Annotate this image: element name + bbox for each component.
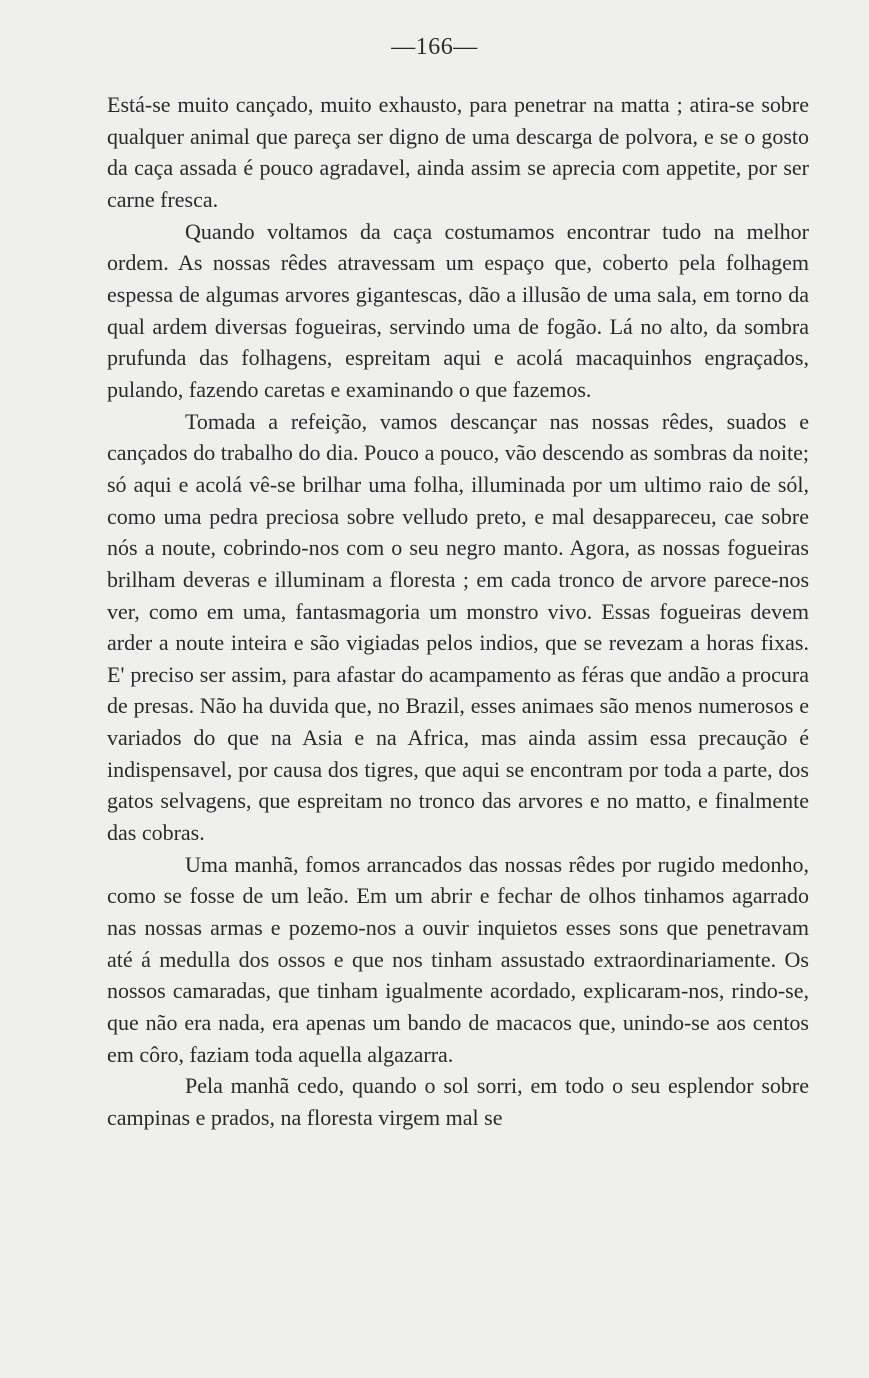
paragraph: Está-se muito cançado, muito exhausto, para penetrar na matta ; atira-se sobre qualquer animal que pareça ser digno de uma descarga de polvora, e se o gosto da caça assada é pouco agradavel, ainda assim se aprecia com appetite, por ser carne fresca. [107, 92, 809, 212]
paragraph: Tomada a refeição, vamos descançar nas nossas rêdes, suados e cançados do trabalho do dia. Pouco a pouco, vão descendo as sombras da noite; só aqui e acolá vê-se brilhar uma folha, illuminada por um ultimo raio de sól, como uma pedra preciosa sobre velludo preto, e mal desappareceu, cae sobre nós a noute, cobrindo-nos com o seu negro manto. Agora, as nossas fogueiras brilham deveras e illuminam a floresta ; em cada tronco de arvore parece-nos ver, como em uma, fantasmagoria um monstro vivo. Essas fogueiras devem arder a noute inteira e são vigiadas pelos indios, que se revezam a horas fixas. E' preciso ser assim, para afastar do acampamento as féras que andão a procura de presas. Não ha duvida que, no Brazil, esses animaes são menos numerosos e variados do que na Asia e na Africa, mas ainda assim essa precaução é indispensavel, por causa dos tigres, que aqui se encontram por toda a parte, dos gatos selvagens, que espreitam no tronco das arvores e no matto, e finalmente das cobras. [107, 408, 809, 846]
paragraph: Pela manhã cedo, quando o sol sorri, em todo o seu esplendor sobre campinas e prados, na floresta virgem mal se [107, 1073, 809, 1130]
body-text [107, 89, 809, 1134]
paragraph: Quando voltamos da caça costumamos encontrar tudo na melhor ordem. As nossas rêdes atravessam um espaço que, coberto pela folhagem espessa de algumas arvores gigantescas, dão a illusão de uma sala, em torno da qual ardem diversas fogueiras, servindo uma de fogão. Lá no alto, da sombra prufunda das folhagens, espreitam aqui e acolá macaquinhos engraçados, pulando, fazendo caretas e examinando o que fazemos. [107, 218, 809, 402]
page-number: —166— [391, 34, 478, 60]
paragraph: Uma manhã, fomos arrancados das nossas rêdes por rugido medonho, como se fosse de um leão. Em um abrir e fechar de olhos tinhamos agarrado nas nossas armas e pozemo-nos a ouvir inquietos esses sons que penetravam até á medulla dos ossos e que nos tinham assustado extraordinariamente. Os nossos camaradas, que tinham igualmente acordado, explicaram-nos, rindo-se, que não era nada, era apenas um bando de macacos que, unindo-se aos centos em côro, faziam toda aquella algazarra. [107, 851, 809, 1067]
